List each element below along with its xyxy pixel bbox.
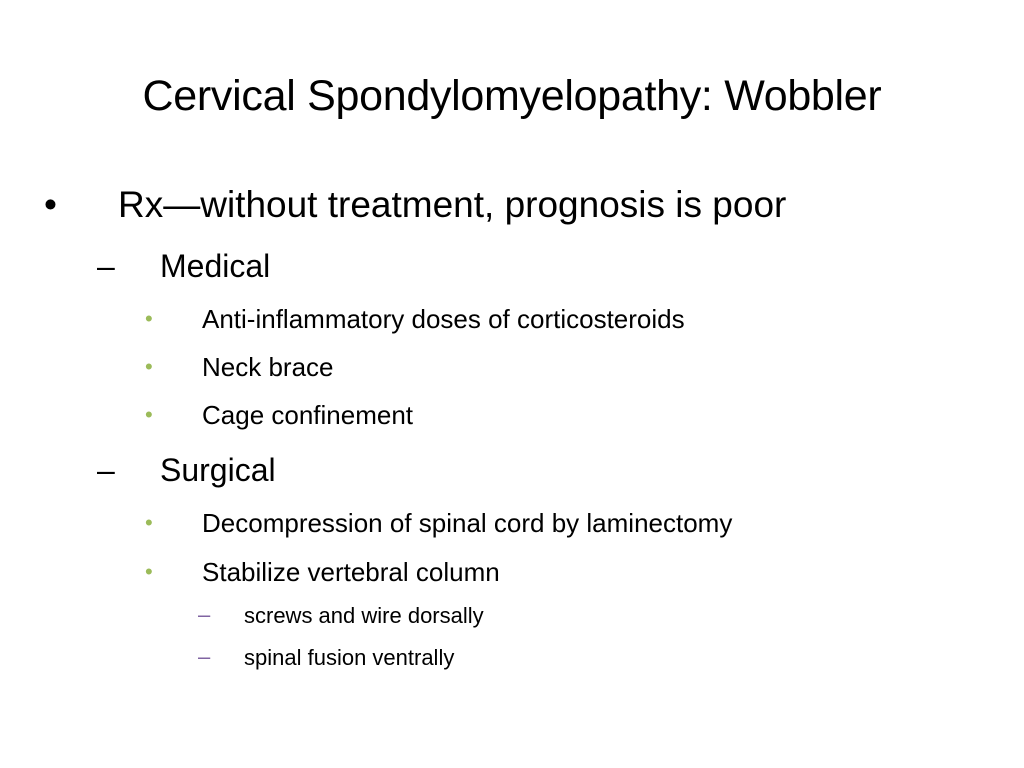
list-item-text: Surgical: [160, 452, 276, 488]
list-item-text: spinal fusion ventrally: [244, 645, 455, 670]
bullet-icon: •: [44, 184, 57, 225]
dash-icon: –: [198, 644, 211, 669]
list-item-text: Medical: [160, 248, 271, 284]
slide-title: Cervical Spondylomyelopathy: Wobbler: [142, 72, 882, 120]
list-item-text: screws and wire dorsally: [244, 603, 484, 628]
dash-icon: –: [97, 452, 115, 488]
bullet-icon: •: [145, 559, 153, 584]
bullet-icon: •: [145, 510, 153, 535]
bullet-icon: •: [145, 354, 153, 379]
list-item-text: Cage confinement: [202, 400, 414, 430]
dash-icon: –: [97, 248, 115, 284]
list-item-text: Decompression of spinal cord by laminectomy: [202, 508, 733, 538]
bullet-icon: •: [145, 306, 153, 331]
list-item-text: Anti-inflammatory doses of corticosteroids: [202, 304, 685, 334]
list-item-text: Rx—without treatment, prognosis is poor: [118, 184, 787, 225]
bullet-icon: •: [145, 402, 153, 427]
list-item-text: Neck brace: [202, 352, 334, 382]
dash-icon: –: [198, 602, 211, 627]
list-item-text: Stabilize vertebral column: [202, 557, 500, 587]
